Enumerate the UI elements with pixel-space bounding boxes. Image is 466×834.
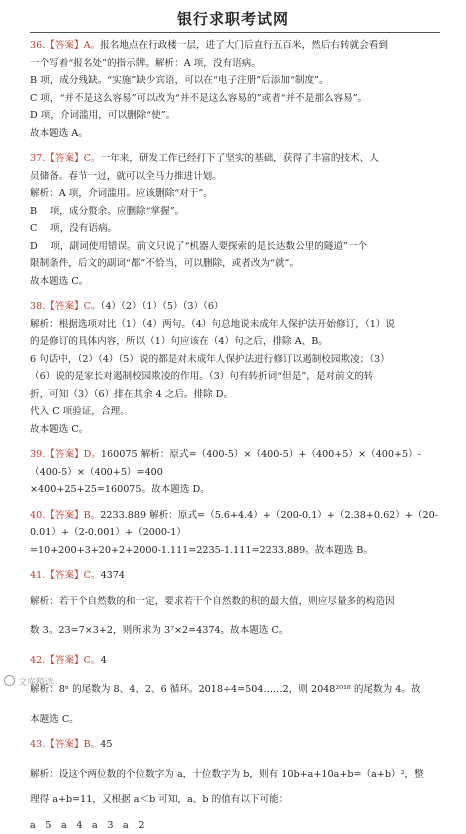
line-q38-f bbox=[30, 386, 444, 404]
line-q37-g bbox=[30, 255, 444, 273]
header-rule bbox=[30, 32, 440, 33]
line-text: 解析：根据选项对比（1）（4）两句。（4）句总地说未成年人保护法开始修订，（1）说 bbox=[30, 319, 395, 330]
line-text: 的是修订的具体内容，所以（1）句应该在（4）句之后，排除 A、B。 bbox=[30, 336, 328, 347]
line-text: 6 句话中，（2）（4）（5）说的都是对未成年人保护法进行修订以遏制校园欺凌；（3） bbox=[30, 354, 390, 365]
answer-label: 42.【答案】C。 bbox=[30, 655, 101, 666]
watermark-text: 文库精选 bbox=[18, 678, 54, 688]
line-q39-a bbox=[30, 446, 444, 464]
paragraph-gap bbox=[30, 640, 444, 652]
line-text: C 项，没有语病。 bbox=[30, 223, 117, 234]
paragraph-gap bbox=[30, 699, 444, 711]
line-text: D 项，副词使用错误。前文只说了“机器人要探索的是长达数公里的隧道”一个 bbox=[30, 241, 367, 252]
line-q40-b bbox=[30, 524, 444, 542]
line-q40-a bbox=[30, 507, 444, 525]
line-q41-b bbox=[30, 593, 444, 611]
line-q41-a bbox=[30, 567, 444, 585]
paragraph-gap bbox=[30, 290, 444, 298]
paragraph-gap bbox=[30, 438, 444, 446]
line-text: 数 3。23=7×3+2，则所求为 3⁷×2=4374。故本题选 C。 bbox=[30, 625, 289, 636]
line-q42-a bbox=[30, 652, 444, 670]
line-text: 员储备。春节一过，就可以全马力推进计划。 bbox=[30, 171, 222, 182]
line-q43-c bbox=[30, 791, 444, 809]
line-q43-a bbox=[30, 736, 444, 754]
line-q39-c bbox=[30, 481, 444, 499]
line-text: 解析：A 项，介词滥用。应该删除“对于”。 bbox=[30, 188, 213, 199]
line-q43-b bbox=[30, 766, 444, 784]
paragraph-gap bbox=[30, 610, 444, 622]
answer-label: 39.【答案】D。 bbox=[30, 449, 101, 460]
page-header: 银行求职考试网 bbox=[0, 8, 466, 29]
line-text: 4 bbox=[101, 655, 107, 666]
paragraph-gap bbox=[30, 499, 444, 507]
line-q37-h bbox=[30, 273, 444, 291]
line-q36-a bbox=[30, 37, 444, 55]
line-text: 160075 解析：原式=（400-5）×（400-5）+（400+5）×（400+5）- bbox=[101, 449, 421, 460]
line-q37-f bbox=[30, 238, 444, 256]
line-text: 代入 C 项验证，合理。 bbox=[30, 406, 130, 417]
paragraph-gap bbox=[30, 585, 444, 593]
line-q36-f bbox=[30, 125, 444, 143]
answer-label: 38.【答案】C。 bbox=[30, 301, 101, 312]
line-text: 2233.889 解析：原式=（5.6+4.4）+（200-0.1）+（2.38+0.62）+（20- bbox=[100, 510, 438, 521]
line-q42-c bbox=[30, 711, 444, 729]
line-text: B 项，成分赘余。应删除“掌握”。 bbox=[30, 206, 184, 217]
answer-label: 43.【答案】B。 bbox=[30, 739, 100, 750]
line-text: （6）说的是家长对遏制校园欺凌的作用。（3）句有转折词“但是”，是对前文的转 bbox=[30, 371, 373, 382]
line-text: D 项，介词滥用，可以删除“使”。 bbox=[30, 110, 175, 121]
answer-label: 40.【答案】B。 bbox=[30, 510, 100, 521]
line-text: 故本题选 A。 bbox=[30, 128, 88, 139]
paragraph-gap bbox=[30, 783, 444, 791]
line-q37-a bbox=[30, 150, 444, 168]
line-text: 报名地点在行政楼一层，进了大门后直行五百米，然后右转就会看到 bbox=[100, 40, 388, 51]
line-text: 限制条件，后文的副词“都”不恰当，可以删除，或者改为“就”。 bbox=[30, 258, 299, 269]
line-q43-d bbox=[30, 817, 444, 834]
line-text: 一年来，研发工作已经打下了坚实的基础，获得了丰富的技术、人 bbox=[101, 153, 379, 164]
line-q38-g bbox=[30, 403, 444, 421]
line-q37-c bbox=[30, 185, 444, 203]
paragraph-gap bbox=[30, 809, 444, 817]
paragraph-gap bbox=[30, 728, 444, 736]
line-q38-a bbox=[30, 298, 444, 316]
line-text: （4）（2）（1）（5）（3）（6） bbox=[101, 301, 224, 312]
watermark-icon bbox=[4, 675, 15, 686]
document-body bbox=[30, 37, 444, 834]
paragraph-gap bbox=[30, 559, 444, 567]
line-text: 解析：若干个自然数的和一定，要求若干个自然数的积的最大值，则应尽量多的构造因 bbox=[30, 596, 395, 607]
line-text: 故本题选 C。 bbox=[30, 424, 88, 435]
line-text: ×400+25+25=160075。故本题选 D。 bbox=[30, 484, 210, 495]
paragraph-gap bbox=[30, 142, 444, 150]
line-text: 一个写着“报名处”的指示牌。解析：A 项，没有语病。 bbox=[30, 58, 261, 69]
line-text: 折，可知（3）（6）排在其余 4 之后。排除 D。 bbox=[30, 389, 233, 400]
line-q37-e bbox=[30, 220, 444, 238]
line-q38-c bbox=[30, 333, 444, 351]
answer-label: 36.【答案】A。 bbox=[30, 40, 100, 51]
line-q37-d bbox=[30, 203, 444, 221]
line-text: a 5 a 4 a 3 a 2 bbox=[30, 820, 144, 831]
paragraph-gap bbox=[30, 669, 444, 681]
line-text: 解析：8ⁿ 的尾数为 8、4、2、6 循环。2018÷4=504……2，则 2048²⁰¹⁸ 的尾数为 4。故 bbox=[30, 684, 421, 695]
line-text: C 项，“并不是这么容易”可以改为“并不是这么容易的”或者“并不是那么容易”。 bbox=[30, 93, 367, 104]
line-q36-d bbox=[30, 90, 444, 108]
line-text: 故本题选 C。 bbox=[30, 276, 88, 287]
line-q36-e bbox=[30, 107, 444, 125]
line-text: =10+200+3+20+2+2000-1.111=2235-1.111=2233.889。故本题选 B。 bbox=[30, 545, 373, 556]
line-text: 理得 a+b=11，又根据 a＜b 可知，a、b 的值有以下可能： bbox=[30, 794, 288, 805]
line-q40-c bbox=[30, 542, 444, 560]
line-text: 0.01）+（2-0.001）+（2000-1） bbox=[30, 527, 186, 538]
answer-label: 37.【答案】C。 bbox=[30, 153, 101, 164]
line-q38-b bbox=[30, 316, 444, 334]
line-text: 解析：设这个两位数的个位数字为 a，十位数字为 b，则有 10b+a+10a+b=（a+b）²，整 bbox=[30, 769, 424, 780]
line-text: 本题选 C。 bbox=[30, 714, 79, 725]
line-q36-c bbox=[30, 72, 444, 90]
line-q38-h bbox=[30, 421, 444, 439]
line-q37-b bbox=[30, 168, 444, 186]
line-q41-c bbox=[30, 622, 444, 640]
line-text: （400-5）×（400+5）=400 bbox=[30, 467, 163, 478]
line-q39-b bbox=[30, 464, 444, 482]
paragraph-gap bbox=[30, 754, 444, 766]
line-q38-d bbox=[30, 351, 444, 369]
line-text: 4374 bbox=[101, 570, 125, 581]
line-text: B 项，成分残缺。“实施”缺少宾语，可以在“电子注册”后添加“制度”。 bbox=[30, 75, 329, 86]
line-q42-b bbox=[30, 681, 444, 699]
line-q38-e bbox=[30, 368, 444, 386]
line-text: 45 bbox=[100, 739, 112, 750]
line-q36-b bbox=[30, 55, 444, 73]
answer-label: 41.【答案】C。 bbox=[30, 570, 101, 581]
watermark bbox=[4, 675, 54, 688]
